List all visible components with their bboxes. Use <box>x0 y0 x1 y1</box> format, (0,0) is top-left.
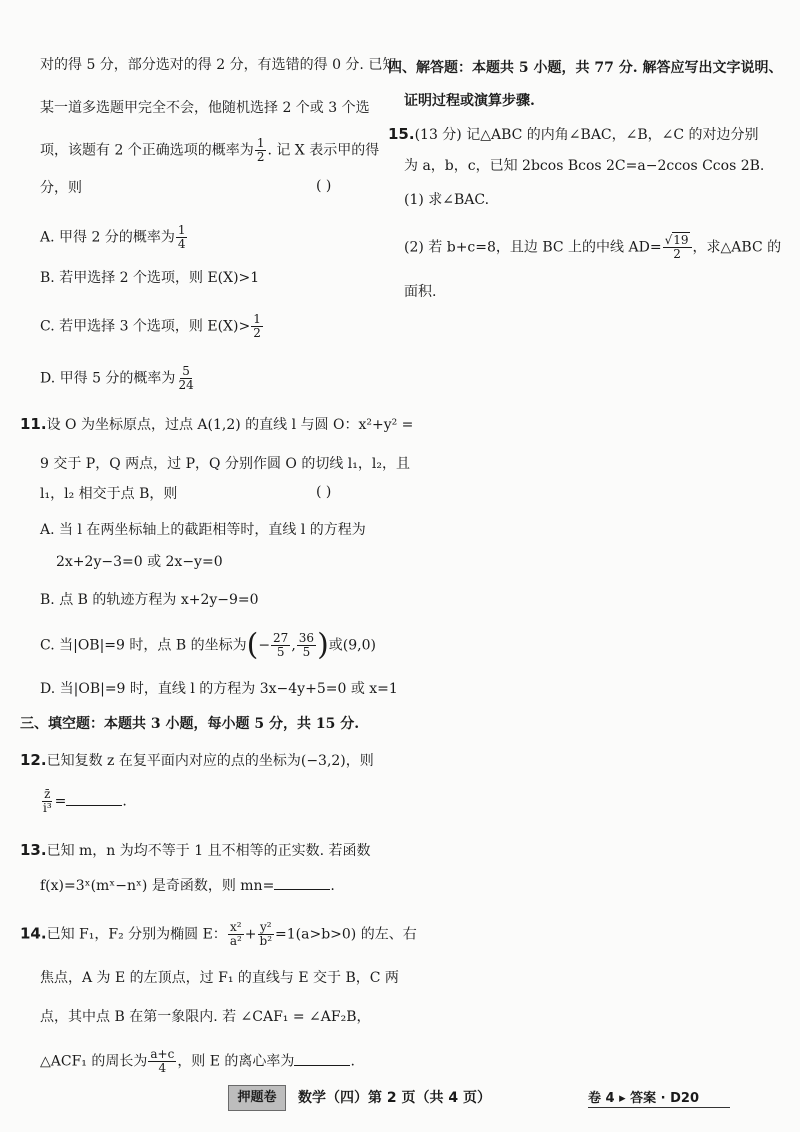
fraction: $\frac{\text{x²}}{\text{a²}}$ <box>229 920 242 948</box>
fraction: $\frac{1}{2}$ <box>256 136 265 164</box>
fraction: $\frac{a+c}{4}$ <box>150 1047 175 1075</box>
footer-rule <box>588 1107 730 1108</box>
q15-part-2-cont: 面积. <box>404 284 437 300</box>
q15-part-1: (1) 求∠BAC. <box>404 192 490 208</box>
q11-line-3: l₁，l₂ 相交于点 B，则 <box>40 486 178 502</box>
q11-option-a-1: A. 当 l 在两坐标轴上的截距相等时，直线 l 的方程为 <box>40 522 366 538</box>
q10-option-c: C. 若甲选择 3 个选项，则 E(X)> $\frac{1}{2}$ <box>40 312 261 340</box>
q10-line-3: 项，该题有 2 个正确选项的概率为 $\frac{1}{2}$ . 记 X 表示甲的得 <box>40 136 380 164</box>
q10-line-2: 某一道多选题甲完全不会，他随机选择 2 个或 3 个选 <box>40 100 370 116</box>
fraction: $\frac{5}{24}$ <box>178 364 194 392</box>
fraction: $\frac{27}{5}$ <box>273 631 289 659</box>
fraction: $\frac{√19}{2}$ <box>663 234 692 261</box>
fraction: $\frac{36}{5}$ <box>298 631 315 659</box>
q11-line-1: 11.设 O 为坐标原点，过点 A(1,2) 的直线 l 与圆 O：x²+y² = <box>20 415 414 433</box>
q10-option-a: A. 甲得 2 分的概率为 $\frac{1}{4}$ <box>40 223 186 251</box>
fraction: $\frac{1}{2}$ <box>253 312 261 340</box>
question-number: 13. <box>20 841 47 859</box>
q15-line-1: 15.(13 分) 记△ABC 的内角∠BAC，∠B，∠C 的对边分别 <box>388 125 759 143</box>
q14-line-2: 焦点，A 为 E 的左顶点，过 F₁ 的直线与 E 交于 B，C 两 <box>40 970 399 986</box>
fraction: $\frac{z̄}{\text{i³}}$ <box>43 787 52 815</box>
q15-line-2: 为 a，b，c，已知 2bcos Bcos 2C=a−2ccos Ccos 2B. <box>404 158 765 174</box>
q11-option-a-2: 2x+2y−3=0 或 2x−y=0 <box>56 554 223 570</box>
q12-line-2: $\frac{z̄}{\text{i³}}$ = . <box>43 787 127 815</box>
page-footer <box>228 1085 728 1111</box>
q10-option-d: D. 甲得 5 分的概率为 $\frac{5}{24}$ <box>40 364 194 392</box>
q10-option-b: B. 若甲选择 2 个选项，则 E(X)>1 <box>40 270 260 286</box>
exam-tag: 押题卷 <box>228 1085 286 1111</box>
section-4-heading-1: 四、解答题：本题共 5 小题，共 77 分. 解答应写出文字说明、 <box>388 60 783 76</box>
q13-line-2: f(x)=3ˣ(mˣ−nˣ) 是奇函数，则 mn= . <box>40 878 335 894</box>
question-number: 15. <box>388 125 415 143</box>
fraction: $\frac{1}{4}$ <box>177 223 186 251</box>
q11-line-2: 9 交于 P，Q 两点，过 P，Q 分别作圆 O 的切线 l₁，l₂，且 <box>40 456 410 472</box>
answer-paren: ( ) <box>316 178 332 194</box>
answer-blank <box>294 1053 350 1066</box>
q13-line-1: 13.已知 m，n 为均不等于 1 且不相等的正实数. 若函数 <box>20 841 371 859</box>
q10-line-4: 分，则 <box>40 180 82 196</box>
question-number: 11. <box>20 415 47 433</box>
q14-line-3: 点，其中点 B 在第一象限内. 若 ∠CAF₁ = ∠AF₂B， <box>40 1009 371 1025</box>
q12-line-1: 12.已知复数 z 在复平面内对应的点的坐标为(−3,2)，则 <box>20 751 374 769</box>
q15-part-2: (2) 若 b+c=8，且边 BC 上的中线 AD= $\frac{√19}{2}$ ，求△ABC 的 <box>404 233 782 261</box>
question-number: 12. <box>20 751 47 769</box>
section-4-heading-2: 证明过程或演算步骤. <box>404 93 535 109</box>
q14-line-4: △ACF₁ 的周长为 $\frac{a+c}{4}$ ，则 E 的离心率为 . <box>40 1047 355 1075</box>
answer-paren: ( ) <box>316 484 332 500</box>
answer-ref: 卷 4 ▸ 答案 · D20 <box>588 1091 700 1106</box>
q11-option-b: B. 点 B 的轨迹方程为 x+2y−9=0 <box>40 592 259 608</box>
fraction: $\frac{\text{y²}}{\text{b²}}$ <box>259 920 273 948</box>
q11-option-c: C. 当|OB|=9 时，点 B 的坐标为(− $\frac{27}{5}$ , $\frac{36}{5}$ )或(9,0) <box>40 627 376 663</box>
question-number: 14. <box>20 924 47 943</box>
page-info: 数学（四）第 2 页（共 4 页） <box>298 1090 491 1106</box>
section-3-heading: 三、填空题：本题共 3 小题，每小题 5 分，共 15 分. <box>20 716 360 732</box>
q14-line-1: 14.已知 F₁，F₂ 分别为椭圆 E： $\frac{\text{x²}}{\text{a²}}$ + $\frac{\text{y²}}{\text{b²}}$ =1(a>b>0) 的左、右 <box>20 920 417 948</box>
answer-blank <box>274 877 330 890</box>
q10-line-1: 对的得 5 分，部分选对的得 2 分，有选错的得 0 分. 已知 <box>40 57 397 73</box>
q11-option-d: D. 当|OB|=9 时，直线 l 的方程为 3x−4y+5=0 或 x=1 <box>40 681 398 697</box>
answer-blank <box>66 793 122 806</box>
